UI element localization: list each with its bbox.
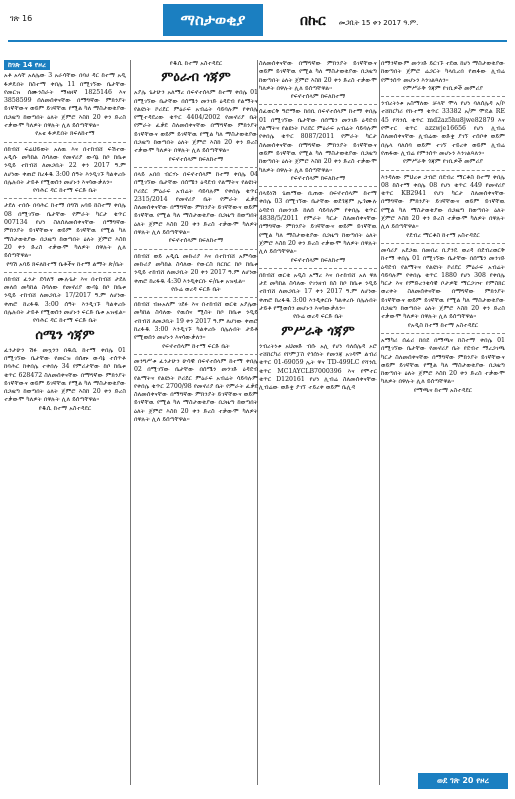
notice-text: በከብሸ ወርቁ አዲስ አማረ እና በተከብሸ አለ ዋለ ታደ መካከል ስሳለው የገንዘብ ክስ ከቦ ከቤቱ ንዲይ ተከብሸ ለመጋቢት 17 ቀን 2017 ዓ.ም ለሆነው ቀጠሮ ከረፋዱ 3:00 እንዲቀርቡ ካልቀረቡ በሌሉበት ታይቶ የሚወሰን መሆኑን እናሳውቃለን። (259, 271, 377, 313)
header-rule (8, 40, 507, 42)
page-number: ገጽ 16 (10, 14, 33, 23)
masthead-banner: ማስታወቂያ (163, 4, 263, 36)
notice (381, 174, 505, 240)
notice-separator (381, 96, 505, 97)
notice-separator (4, 198, 126, 199)
notice-agency: የባሕር ዳር ከተማ ፍርድ ቤት (33, 317, 97, 325)
notice (4, 202, 126, 268)
notice (134, 301, 258, 351)
notice (259, 190, 377, 265)
notice (134, 358, 258, 424)
column-3 (259, 60, 377, 795)
notice-text: ሰፈወርቅ ዓሮማው ከበቢ በፍኖተሰላም ከተማ ቀበሌ 01 በሚገኘው ቤታቸው በሰሜን መንገድ ዕዳደብ የልማትና የልዩነት ኮሪደር ምዕራፍ አብሬት ሳይባሉም የቀበሌ ቁጥር 8087/2011 የምራት ካርታ ስለመሰቀናቸው በማግኛው ምክንያት ይገኛቸውና ወይም ይገኛቸዉ የሚል ካለ ማስታወቂያው በጋዜጣ ከወጣበት ዕለት ጀምሮ እስከ 20 ቀን ድረስ ተቃውሞ ካለዎት በዋሉት ሊለ ይሰጣቸዋል። (259, 108, 377, 174)
continued-on-page-badge: ወደ ገጽ 20 የዞረ (418, 773, 508, 789)
page-header (0, 0, 515, 50)
notice-agency: የግሽ አባይ ክፍለከተማ ቤቶችና ከተማ ልማት ጽ/ቤት (6, 260, 124, 268)
notice-agency: የአቴ ፋዎዴበት ክፍለከተማ (35, 130, 95, 138)
notice-text: በላይ አበበ ብርሃኑ በፍኖተሰላም ከተማ ቀበሌ 04 በሚገኘው ቤታቸው በሰሜን ዕዳደብ የልማትና የልዩነት ኮሪደር ምዕራፍ አብሬት ሳይባሉም የቀበሌ ቁጥር 2315/2014 የመኖሪያ ቤት የምራት ፈቃደ ስለመሰቀናቸው በማግኛው ምክንያት ይገኛቸውና ወይም ይገኛቸዉ የሚል ካለ ማስታወቂያው በጋዜጣ ከወጣበት ዕለት ጀምሮ እስከ 20 ቀን ድረስ ተቃውሞ ካለዎት በዋሉት ሊለ ይሰጣቸዋል። (134, 170, 258, 237)
notice-text: አቶ አላቸ አለሌው 3 አራሳቸው በባሀ ዳር ከተማ አዲ ፋዎዴበት ከስተማ ቀበሌ 11 በሚገኘው ቤታቸው የመርዝ ሰሙንስራት ማዛዘኛ 1825146 እና 3858599 ሰለመሰቀናቸው በማግኛው ምክንያት ይገኛቸውና ወይም ይገኛቸዉ የሚል ካለ ማስታወቂያው በጋዜጣ ከወጣበት ዕለት ጀምሮ እስከ 20 ቀን ድረስ ተቃውሞ ካለዎት በዋሉት ሊለ ይሰጣቸዋል። (4, 72, 126, 130)
notice-separator (381, 243, 505, 244)
notice-agency: የምሥራቅ ጎጃም የገቢዎች መምሪያ (403, 158, 483, 166)
section-title: ምዕራብ ጎጃም (161, 70, 231, 86)
notice (259, 60, 377, 101)
notice (134, 89, 258, 164)
notice (4, 146, 126, 196)
notice-text: ታደለ ተበሱ በባሕር ከተማ በግሽ አባይ ከስተማ ቀበሌ 08 በሚገኘው ቤታቸው የምራት ካርታ ቁጥር 007134 የሆነ ስለሰለመሰቀናቸው በማግኛው ምክንያት ይገኛቸውና ወይም ይገኛቸዉ የሚል ካለ ማስታወቂያው በጋዜጣ ከወጣበት ዕለት ጀምሮ እስከ 20 ቀን ድረስ ተቃውሞ ካለዎት በዋሉት ሊለ ይሰጣቸዋል። (4, 202, 126, 260)
notice-separator (259, 104, 377, 105)
notice-agency: የማጫና ከተማ አስተዳደር (413, 386, 473, 394)
notice-agency: የፍኖተሰላም ክፍለከተማ (168, 155, 224, 163)
notice-separator (4, 272, 126, 273)
notice-separator (134, 167, 258, 168)
notice-text: አማካሪ ሰፊሪ ከበደ በማጫና ከስተማ ቀበሌ 01 በሚገኘው ቤታቸው የመኖሪያ ቤት የደብተ ማረጋገጫ ካርታ ስለመሰቀናቸው በማግኛው ምክንያት ይገኛቸውና ወይም ይገኛቸዉ የሚል ካለ ማስታወቂያው በጋዜጣ ከወጣበት ዕለት ጀምሮ እስከ 20 ቀን ድረስ ተቃውሞ ካለዎት በዋሉት ሊለ ይሰጣቸዋል። (381, 336, 505, 386)
notice-agency: የቡሬ ወረዳ ፍርድ ቤት (293, 313, 343, 321)
notice-separator (134, 249, 258, 250)
notice-agency: የፍኖተሰላም ክፍለከተማ (168, 237, 224, 245)
notice-text: በማንኛውም መንገድ ይርገኙ ተደዉ ከሆነ ማስታወቂያው ከወጣበት ጀምሮ ሬጋርት ካላቢረበ የጠፋው ሊብሬ የምንሰጥ መሆኑን እንገልጻለን። (381, 60, 505, 84)
notice (381, 100, 505, 166)
notice-separator (259, 268, 377, 269)
notice-text: ስለመሰቀናቸው በማግኛው ምክንያት ይገኛቸውና ወይም ይገኛቸዉ የሚል ካለ ማስታወቂያው በጋዜጣ ከወጣበት ዕለት ጀምሮ እስከ 20 ቀን ድረስ ተቃውሞ ካለዎት በዋሉት ሊለ ይሰጣቸዋል። (259, 60, 377, 92)
notice (259, 272, 377, 322)
section-title: ምሥራቅ ጎጃም (281, 323, 355, 339)
notice-separator (134, 297, 258, 298)
notice (381, 247, 505, 330)
column-1 (4, 60, 126, 795)
notice-agency: የደብረ ማርቆስ ከተማ አስተዳደር (406, 231, 480, 239)
notice-separator (134, 354, 258, 355)
notice (4, 276, 126, 326)
notice-text: አያሌ ጌታሁን አለማረ በፍኖተሰላም ከተማ ቀበሌ 01 በሚገኘው ቤታቸው በሰሜን መንገድ ዕዳደብ የልማትና የልዩነት ኮሪደር ምዕራፍ አብሬት ሳይባሉም የቀበሌ የሚተዳደረው ቁጥር 4404/2002 የመኖሪያ ቤት የምራት ፈቃደ ስለመሰቀናቸው በማግኛው ምክንያት ይገኛቸውና ወይም ይገኛቸዉ የሚል ካለ ማስታወቂያው በጋዜጣ ከወጣበት ዕለት ጀምሮ እስከ 20 ቀን ድረስ ተቃውሞ ካለዎት በዋሉት ሊለ ይሰጣቸዋል። (134, 89, 258, 155)
notice-separator (4, 142, 126, 143)
column-divider (379, 60, 380, 785)
notice-text: ንብረትነቱ አስማለው ቻላቸ ሞላ የሆነ ባለሰሌዳ አ/ኮ ተሸከርካሪ የኩተማ ቁጥር 33382 አ/ም ሞዴል RE 45 የሻንሲ ቁጥር md2az5hu8jwe82879 እና የሞተር ቁጥር azzwje16656 የሆነ ሊብሬ ስለመሰቀናቸው ሊብሬው ወድቋ ያገኘ ተሰቦቀ ወይም በሌላ ባለሰባ ወይም ተገኘ ተይረቀ ወይም ሊብሬ የጠፋው ሊብሬ የምንሰጥ መሆኑን እንገልጻለን። (381, 100, 505, 157)
notice-text: ፈንታሁን ሽፉ መኳንን በዱሲ ከተማ ቀበሌ 01 በሚገኘው ቤታቸው የመርዝ በሰጡ ውሳኔ ተሰጥቶ ከባሕር ከቀበሌ ተቀበሉ 34 የምሪታቸው ከቦ ከቤቱ ቁጥር 628472 ስለመሰቀናቸው በማግኛው ምክንያት ይገኛቸውና ወይም ይገኛቸዉ የሚል ካለ ማስታወቂያው በጋዜጣ ከወጣበት ዕለት ጀምሮ እስከ 20 ቀን ድረስ ተቃውሞ ካለዎት በዋሉት ሊለ ይሰጣቸዋል። (4, 346, 126, 404)
paper-name: በኩር (300, 13, 326, 29)
header-right (300, 10, 510, 29)
notice-text: በከብሸ ብዙአለም ገደፉ እና በተከብሸ ወርቁ አያሌው መካከል ስሳለው የዉሰና ሚስት ከቦ ከቤቱ ንዲይ ተከብሸ ለመጋቢት 19 ቀን 2017 ዓ.ም ለሆነው ቀጠሮ ከረፋዱ 3:00 እንዲገኙ ካልቀረቡ በሌሉበት ታይቶ የሚወሰን መሆኑን እናሳውቃለን። (134, 301, 258, 342)
notice-agency: የቡሬ ወረዳ ፍርድ ቤት (171, 285, 221, 293)
notice-separator (381, 333, 505, 334)
notice-separator (381, 170, 505, 171)
notice-agency: የባሕር ዳር ከተማ ፍርድ ቤት (33, 187, 97, 195)
notice (134, 253, 258, 294)
notice-agency: የምሥራቅ ጎጃም የገቢዎች መምሪያ (403, 84, 483, 92)
notice-agency: የዱሲ ከተማ አስተዳደር (169, 60, 223, 67)
notice-text: በላይነሽ ጌጠማው ቢጠው በፍኖተሰላም ከተማ ቀበሌ 03 በሚገኘው ቤታቸው ወደጎጃም ኢጎሙሉ ዕዳደብ በመንገድ ከለሰ ሳይባሉም የቀበሌ ቁጥር 4838/5/2011 የምራት ካርታ ስለመሰቀናቸው በማግኛው ምክንያት ይገኛቸውና ወይም ይገኛቸዉ የሚል ካለ ማስታወቂያው በጋዜጣ ከወጣበት ዕለት ጀምሮ እስከ 20 ቀን ድረስ ተቃውሞ ካለዎት በዋሉት ሊለ ይሰጣቸዋል። (259, 190, 377, 256)
notice-separator (259, 186, 377, 187)
notice (381, 60, 505, 93)
notice-text: ንብረትነቱ አህመድ ብሱ አሊ የሆነ ባለሰሌዳ ኦሮ ተሸከርካሪ የኮምፓስ የጎሰነት የመንጃ አገዳሞ ልብሪ ቁጥር 01-69059 ኢት ዋና TD-499LC የሻንሲ ቁጥር MC1AYCLB7000396 እና የሞተር ቁጥር D120161 የሆነ ሊብሬ ስለመሰቀናቸው ሊብሬው ወድቋ ያገኘ ተይረቀ ወይም ቤሊዳ (259, 342, 377, 392)
issue-date: መጋቢት 15 ቀን 2017 ዓ.ም. (338, 19, 419, 27)
column-divider (130, 60, 131, 785)
notice-agency: የአዲስ ከተማ ከተማ አስተዳደር (407, 321, 479, 329)
notice-agency: የፍኖተሰላም ከተማ ፍርድ ቤት (162, 342, 230, 350)
column-4 (381, 60, 505, 795)
notice (134, 171, 258, 246)
notice (4, 72, 126, 138)
notice-agency: የዱሲ ከተማ አስተዳደር (38, 404, 92, 412)
column-2 (134, 60, 258, 795)
notice (259, 343, 377, 393)
notice-agency: የፍኖተሰላም ክፍለከተማ (290, 93, 346, 101)
notice-text: እንዳለው ምህረቱ ጋብሮ በደብረ ማርቆስ ከተማ ቀበሌ 08 ከስተማ ቀበሌ 08 የሆነ ቁጥር 449 የመኖሪያ ቁጥር KB2941 የሆነ ካርታ ስለመሰቀናቸው በማግኛው ምክንያት ይገኛቸውና ወይም ይገኛቸዉ የሚል ካለ ማስታወቂያው በጋዜጣ ከወጣበት ዕለት ጀምሮ እስከ 20 ቀን ድረስ ተቃውሞ ካለዎት በዋሉት ሊለ ይሰጣቸዋል። (381, 173, 505, 231)
notice (4, 347, 126, 413)
notice-text: መሳሪያ አደጋዉ በመበረ ቢያንዴ ወረዳ በደብረወርቅ ከተማ ቀበሌ 01 በሚገኘው ቤታቸው በሰሜን መንገድ ዕዳደብ የልማትና የልዩነት ኮሪደር ምዕራፍ አብሬት ሳይባሉም የቀበሌ ቁጥር 1880 የሆነ 308 የቀበሌ ካርታ እና የምድረንቁሳዊ ቦታዎቹ ማርጋገዣ የምስክር ወረቀት ስለመሰቀናቸው በማግኛው ምክንያት ይገኛቸውና ወይም ይገኛቸዉ የሚል ካለ ማስታወቂያው በጋዜጣ ከወጣበት ዕለት ጀምሮ እስከ 20 ቀን ድረስ ተቃውሞ ካለዎት በዋሉት ሊለ ይሰጣቸዋል። (381, 246, 505, 321)
notice-text: በከብሸ ፈንታ ደሳለኝ ሙሉጌታ እና በተከብሸ ታደለ መለሰ መካከል ስሳለው የመኖሪያ ውሳኔ ከቦ ከቤቱ ንዲይ ተከብሸ ለመጋቢት 17/2017 ዓ.ም ለሆነው ቀጠሮ ከረፋዱ 3:00 ሰዓት እንዲገኙ ካልቀረቡ በሌሉበት ታይቶ የሚወሰን መሆኑን ፍርድ ቤቱ አዝዟል። (4, 275, 126, 317)
notice (381, 337, 505, 395)
continued-tag: ከገጽ 14 የዞረ (4, 60, 50, 70)
notice-agency: የፍኖተሰላም ክፍለከተማ (290, 174, 346, 182)
notice (259, 108, 377, 183)
notice-text: መንግሥቱ ፈንታሁን ሁሳዊ በፍኖተሰላም ከተማ ቀበሌ 02 በሚገኘው ቤታቸው በሰሜን መንገድ ዕዳደብ የልማትና የልዩነት ኮሪደር ምዕራፍ አብሬት ሳይባሉም የቀበሌ ቁጥር 2700/98 የመኖሪያ ቤት የምራት ፈቃደ ስለመሰቀናቸው በማግኛው ምክንያት ይገኛቸውና ወይም ይገኛቸዉ የሚል ካለ ማስታወቂያው በጋዜጣ ከወጣበት ዕለት ጀምሮ እስከ 20 ቀን ድረስ ተቃውሞ ካለዎት በዋሉት ሊለ ይሰጣቸዋል። (134, 357, 258, 423)
notice-text: በከብሸ ፍሬህይወት አለዉ እና በተከብሸ ፍሽተው አዲሱ መካከል ስሳለው የመኖሪያ ውሳኔ ከቦ ከቤቱ ንዲይ ተከብሸ ለመጋቢት 22 ቀን 2017 ዓ.ም ለሆነው ቀጠሮ ከረፋዱ 3:00 ሰዓት እንዲገኙ ካልቀረቡ በሌሉበት ታይቶ የሚወሰን መሆኑን እናሳውቃለን። (4, 145, 126, 186)
section-title: ሰሜን ጎጃም (35, 327, 95, 343)
notice-text: በከብሸ ወይ አዲሴ መኩሪያ እና በተከብሸ አምሳው መኩሪያ መካከል ስሳለው የውርስ ክርክር ከቦ ከቤቱ ንዲይ ተከብሸ ለመጋቢት 20 ቀን 2017 ዓ.ም ለሆነው ቀጠሮ ከረፋዱ 4:30 እንዲቀርቡ ፍ/ቤቱ አዝዟል። (134, 252, 258, 285)
notice-agency: የፍኖተሰላም ክፍለከተማ (290, 256, 346, 264)
